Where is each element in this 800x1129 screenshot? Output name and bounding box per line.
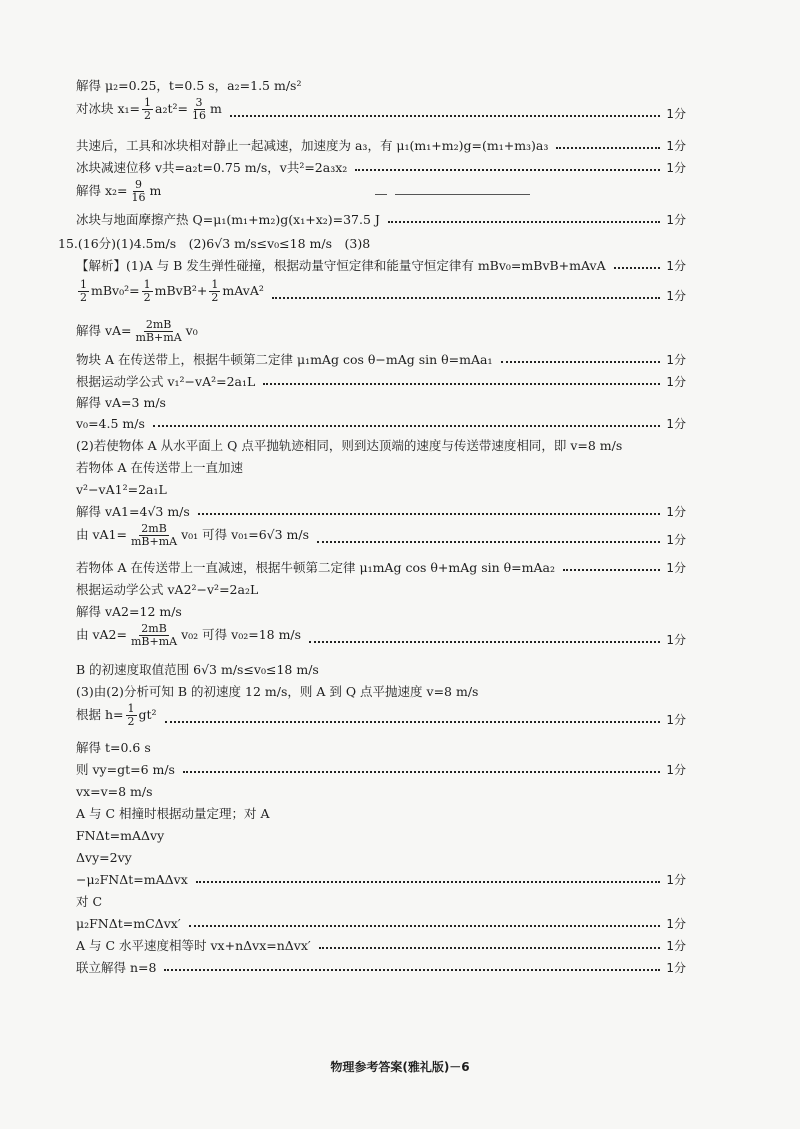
dot-leader: [164, 968, 660, 971]
text: v²−vA1²=2a₁L: [76, 482, 167, 497]
text: B 的初速度取值范围 6√3 m/s≤v₀≤18 m/s: [76, 662, 319, 677]
dot-leader: [196, 880, 661, 883]
text: v₀=4.5 m/s: [76, 416, 145, 431]
score: 1分: [666, 213, 686, 227]
line-a7: [76, 410, 686, 432]
line-b6: [76, 554, 686, 576]
dot-leader: [355, 168, 660, 171]
dot-leader: [317, 540, 660, 543]
score: 1分: [666, 375, 686, 389]
line-b8: [76, 598, 686, 620]
line-l5: [76, 174, 686, 204]
text: (3)由(2)分析可知 B 的初速度 12 m/s，则 A 到 Q 点平抛速度 v=8 m/s: [76, 684, 479, 699]
dot-leader: [165, 720, 661, 723]
line-c8: [76, 844, 686, 866]
score: 1分: [666, 353, 686, 367]
text: 根据 h= $\frac{1}{2}$ gt²: [76, 702, 157, 728]
text: 由 vA1= $\frac{2mB}{mB+mA}$ v₀₁ 可得 v₀₁=6√3 m/s: [76, 522, 310, 548]
dot-leader: [198, 512, 661, 515]
text: 若物体 A 在传送带上一直减速，根据牛顿第二定律 μ₁mAg cos θ+mAg sin θ=mAa₂: [76, 560, 555, 575]
line-l2: [76, 92, 686, 122]
line-c3: [76, 734, 686, 756]
dot-leader: [189, 924, 661, 927]
line-c12: [76, 932, 686, 954]
text: 冰块与地面摩擦产热 Q=μ₁(m₁+m₂)g(x₁+x₂)=37.5 J: [76, 212, 380, 227]
text: −μ₂FNΔt=mAΔvx: [76, 872, 188, 887]
text: 冰块减速位移 v共=a₂t=0.75 m/s，v共²=2a₃x₂: [76, 160, 348, 175]
text: 根据运动学公式 vA2²−v²=2a₂L: [76, 582, 259, 597]
dot-leader: [319, 946, 661, 949]
text: 解得 vA= $\frac{2mB}{mB+mA}$ v₀: [76, 318, 198, 344]
score: 1分: [666, 939, 686, 953]
line-a6: [76, 389, 686, 411]
score: 1分: [666, 259, 686, 273]
text: 联立解得 n=8: [76, 960, 157, 975]
line-b1: [76, 432, 686, 454]
line-a4: [76, 346, 686, 368]
line-b4: [76, 498, 686, 520]
dot-leader: [563, 568, 660, 571]
line-b5: [76, 518, 686, 548]
text: 若物体 A 在传送带上一直加速: [76, 460, 243, 475]
line-l1: [76, 72, 686, 94]
page-footer: 物理参考答案(雅礼版)－6: [330, 1060, 470, 1074]
dot-leader: [556, 146, 660, 149]
score: 1分: [666, 533, 686, 547]
text: A 与 C 相撞时根据动量定理；对 A: [76, 806, 270, 821]
score: 1分: [666, 289, 686, 303]
dot-leader: [614, 266, 661, 269]
text: Δvy=2vy: [76, 850, 132, 865]
text: μ₂FNΔt=mCΔvx′: [76, 916, 181, 931]
text: 解得 t=0.6 s: [76, 740, 151, 755]
line-b2: [76, 454, 686, 476]
text: 根据运动学公式 v₁²−vA²=2a₁L: [76, 374, 256, 389]
score: 1分: [666, 713, 686, 727]
text: 15.(16分)(1)4.5m/s (2)6√3 m/s≤v₀≤18 m/s (3)8: [58, 236, 371, 251]
dot-leader: [263, 382, 660, 385]
line-b3: [76, 476, 686, 498]
score: 1分: [666, 561, 686, 575]
dot-leader: [230, 114, 661, 117]
line-c2: [76, 698, 686, 728]
line-a3: [76, 314, 686, 344]
text: 【解析】(1)A 与 B 发生弹性碰撞，根据动量守恒定律和能量守恒定律有 mBv₀=mBvB+mAvA: [76, 258, 606, 273]
line-a5: [76, 368, 686, 390]
line-a2: [76, 274, 686, 304]
score: 1分: [666, 505, 686, 519]
line-c13: [76, 954, 686, 976]
score: 1分: [666, 417, 686, 431]
text: 解得 x₂= $\frac{9}{16}$ m: [76, 178, 162, 204]
score: 1分: [666, 161, 686, 175]
score: 1分: [666, 139, 686, 153]
score: 1分: [666, 763, 686, 777]
dot-leader: [153, 424, 660, 427]
text: 解得 μ₂=0.25，t=0.5 s，a₂=1.5 m/s²: [76, 78, 302, 93]
line-c11: [76, 910, 686, 932]
line-c9: [76, 866, 686, 888]
text: 解得 vA1=4√3 m/s: [76, 504, 190, 519]
line-b10: [76, 656, 686, 678]
dot-leader: [388, 220, 660, 223]
text: 解得 vA2=12 m/s: [76, 604, 182, 619]
text: 则 vy=gt=6 m/s: [76, 762, 175, 777]
score: 1分: [666, 873, 686, 887]
question-15-header: [58, 230, 668, 252]
text: 对 C: [76, 894, 103, 909]
line-c5: [76, 778, 686, 800]
line-l4: [76, 154, 686, 176]
dot-leader: [272, 296, 660, 299]
line-c10: [76, 888, 686, 910]
score: 1分: [666, 633, 686, 647]
line-l6: [76, 206, 686, 228]
line-c7: [76, 822, 686, 844]
dot-leader: [183, 770, 660, 773]
stray-mark: [375, 194, 387, 195]
line-c1: [76, 678, 686, 700]
text: 由 vA2= $\frac{2mB}{mB+mA}$ v₀₂ 可得 v₀₂=18 m/s: [76, 622, 302, 648]
dot-leader: [309, 640, 660, 643]
text: 解得 vA=3 m/s: [76, 395, 166, 410]
line-b7: [76, 576, 686, 598]
line-c4: [76, 756, 686, 778]
text: 共速后，工具和冰块相对静止一起减速，加速度为 a₃，有 μ₁(m₁+m₂)g=(m₁+m₃)a₃: [76, 138, 549, 153]
text: $\frac{1}{2}$ mBv₀²= $\frac{1}{2}$ mBvB²+ $\frac{1}{2}$ mAvA²: [80, 278, 264, 304]
text: vx=v=8 m/s: [76, 784, 153, 799]
text: 物块 A 在传送带上，根据牛顿第二定律 μ₁mAg cos θ−mAg sin θ=mAa₁: [76, 352, 493, 367]
line-c6: [76, 800, 686, 822]
text: (2)若使物体 A 从水平面上 Q 点平抛轨迹相同，则到达顶端的速度与传送带速度相同，即 v=8 m/s: [76, 438, 623, 453]
score: 1分: [666, 107, 686, 121]
score: 1分: [666, 917, 686, 931]
text: 对冰块 x₁= $\frac{1}{2}$ a₂t²= $\frac{3}{16}$ m: [76, 96, 222, 122]
text: A 与 C 水平速度相等时 vx+nΔvx=nΔvx′: [76, 938, 311, 953]
text: FNΔt=mAΔvy: [76, 828, 165, 843]
line-a1: [76, 252, 686, 274]
line-l3: [76, 132, 686, 154]
score: 1分: [666, 961, 686, 975]
line-b9: [76, 618, 686, 648]
stray-rule: [395, 194, 530, 195]
dot-leader: [501, 360, 661, 363]
